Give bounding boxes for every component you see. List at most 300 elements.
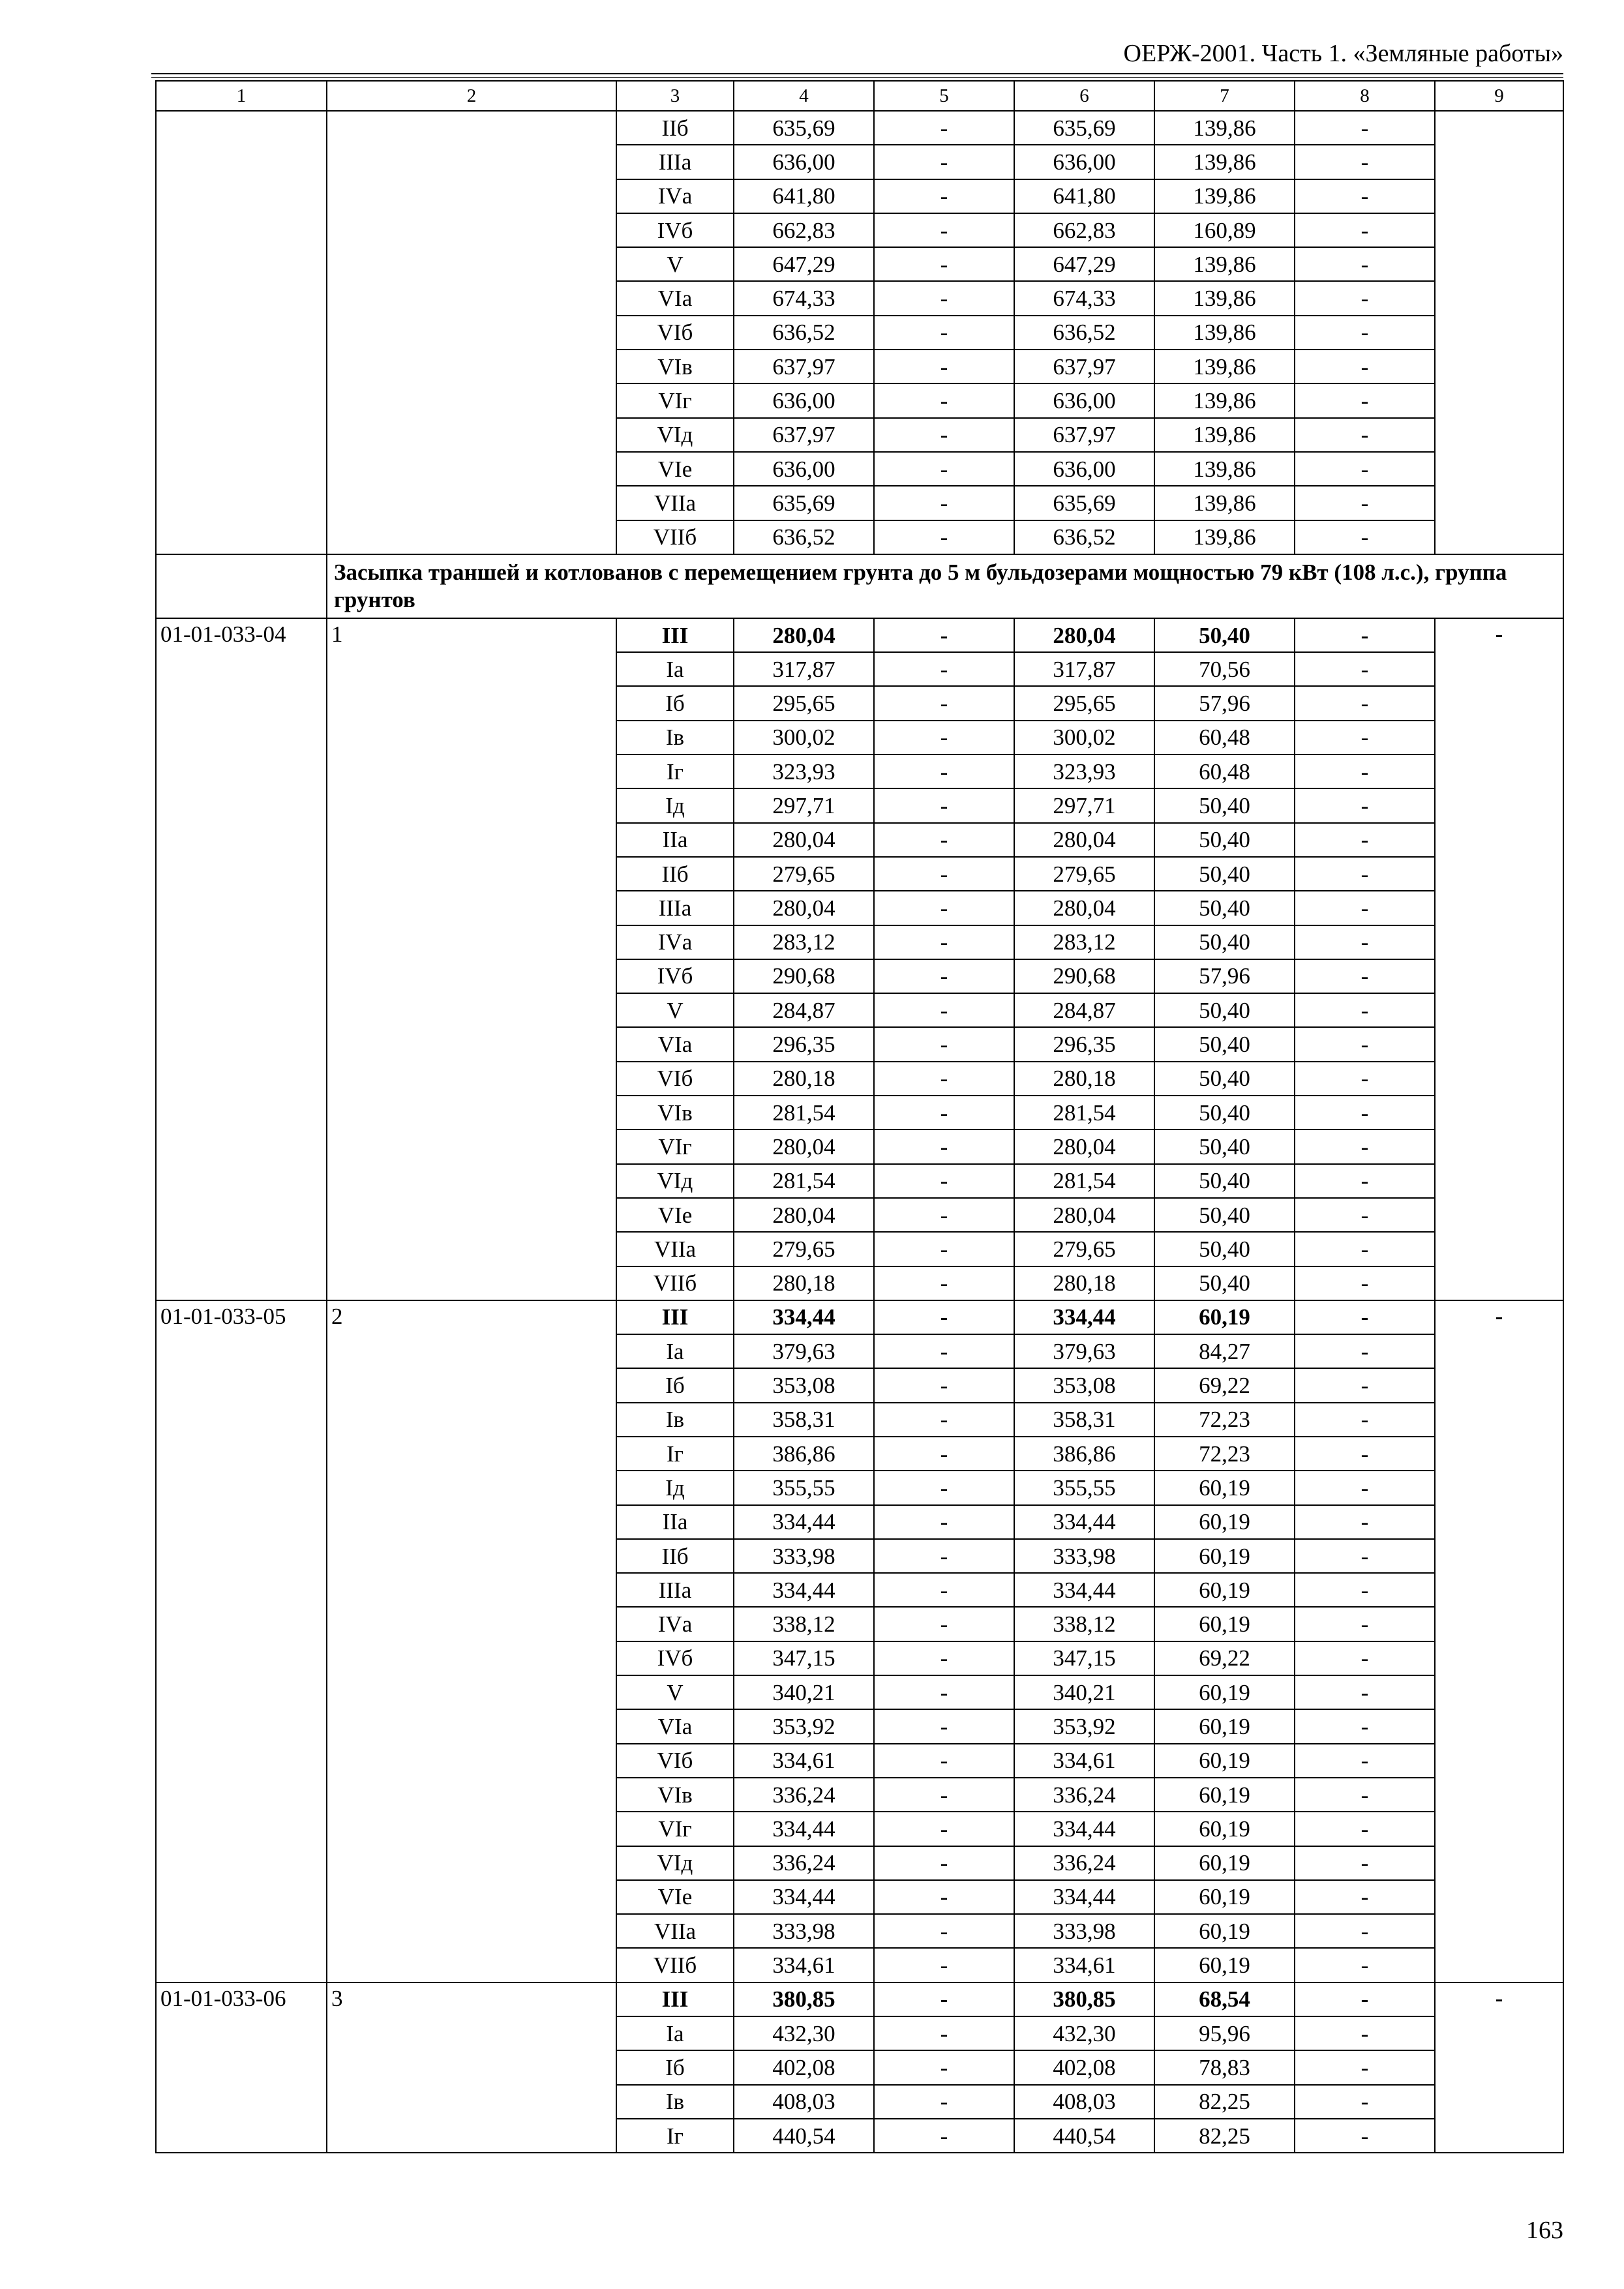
table-cell: - [1295,1744,1435,1778]
section-title: Засыпка траншей и котлованов с перемещением грунта до 5 м бульдозерами мощностью 79 кВт (108 л.с.), группа грунтов [327,554,1563,618]
table-cell: 160,89 [1154,213,1295,247]
table-cell: 402,08 [734,2050,874,2084]
table-cell: 95,96 [1154,2016,1295,2050]
table-cell: - [1295,788,1435,822]
table-cell: Iа [616,1334,734,1368]
table-cell: - [874,1607,1014,1641]
table-cell: 280,18 [1014,1266,1154,1300]
table-cell: VIа [616,281,734,315]
table-cell: 358,31 [1014,1403,1154,1437]
table-cell: - [1295,1982,1435,2016]
table-cell: - [874,721,1014,755]
table-cell: 57,96 [1154,959,1295,993]
table-cell: 347,15 [734,1641,874,1675]
table-cell: 69,22 [1154,1368,1295,1402]
table-cell: Iд [616,788,734,822]
table-cell: - [1295,1948,1435,1982]
table-cell: 60,19 [1154,1675,1295,1709]
table-cell: 317,87 [734,652,874,686]
table-cell: 338,12 [734,1607,874,1641]
table-cell: VIг [616,1812,734,1846]
column-number-cell: 3 [616,81,734,111]
section-code-empty [156,554,327,618]
table-cell: V [616,247,734,281]
table-cell: - [1295,2119,1435,2153]
table-cell: 647,29 [1014,247,1154,281]
table-cell: - [874,1812,1014,1846]
table-cell: VIIб [616,520,734,554]
table-cell: - [1295,925,1435,959]
table-cell: - [874,1096,1014,1130]
table-cell: - [874,1198,1014,1232]
table-cell: - [874,350,1014,383]
page-number: 163 [1526,2217,1563,2244]
col9-cell-empty [1435,111,1563,554]
norm-code: 01-01-033-04 [156,618,327,1300]
table-cell: 82,25 [1154,2119,1295,2153]
table-cell: 69,22 [1154,1641,1295,1675]
table-cell: III [616,1982,734,2016]
table-cell: - [1295,1709,1435,1743]
table-cell: 84,27 [1154,1334,1295,1368]
table-cell: 72,23 [1154,1403,1295,1437]
table-cell: - [874,857,1014,891]
table-cell: 280,04 [1014,1198,1154,1232]
table-cell: 279,65 [734,1232,874,1266]
table-cell: 57,96 [1154,686,1295,720]
table-cell: - [1295,1539,1435,1573]
table-cell: - [1295,179,1435,213]
table-cell: - [1295,1062,1435,1096]
table-cell: 290,68 [1014,959,1154,993]
table-cell: V [616,993,734,1027]
table-cell: 662,83 [1014,213,1154,247]
table-cell: - [1295,2085,1435,2119]
column-number-cell: 5 [874,81,1014,111]
table-cell: 60,19 [1154,1709,1295,1743]
table-cell: - [1295,213,1435,247]
column-number-cell: 7 [1154,81,1295,111]
table-cell: 290,68 [734,959,874,993]
table-cell: - [1295,418,1435,452]
table-cell: - [874,1266,1014,1300]
table-cell: 333,98 [1014,1539,1154,1573]
table-cell: - [1295,755,1435,788]
table-cell: - [874,179,1014,213]
table-cell: 279,65 [1014,1232,1154,1266]
table-cell: - [874,1471,1014,1504]
table-cell: IIIа [616,891,734,925]
column-number-cell: 1 [156,81,327,111]
table-cell: Iб [616,1368,734,1402]
table-cell: 336,24 [1014,1846,1154,1880]
table-cell: 334,61 [1014,1744,1154,1778]
table-cell: 279,65 [1014,857,1154,891]
table-cell: 280,04 [1014,618,1154,652]
table-cell: 635,69 [1014,111,1154,145]
table-cell: Iд [616,1471,734,1504]
table-cell: IVа [616,1607,734,1641]
table-cell: - [1295,891,1435,925]
table-cell: - [1295,1403,1435,1437]
table-cell: VIб [616,1062,734,1096]
table-cell: - [874,213,1014,247]
table-cell: 280,04 [1014,1130,1154,1163]
table-cell: 82,25 [1154,2085,1295,2119]
table-cell: 50,40 [1154,823,1295,857]
table-cell: III [616,1300,734,1334]
table-cell: 380,85 [734,1982,874,2016]
norm-number: 2 [327,1300,616,1982]
table-cell: - [874,652,1014,686]
table-cell: IIа [616,1505,734,1539]
table-cell: 297,71 [734,788,874,822]
table-cell: - [1295,1232,1435,1266]
table-cell: 635,69 [1014,486,1154,520]
table-cell: 408,03 [734,2085,874,2119]
col9-cell: - [1435,618,1563,1300]
table-cell: 139,86 [1154,145,1295,179]
code-cell-empty [156,111,327,554]
table-cell: 334,44 [1014,1300,1154,1334]
norm-number: 1 [327,618,616,1300]
table-cell: 50,40 [1154,925,1295,959]
table-cell: - [874,1778,1014,1812]
table-cell: 280,04 [734,1130,874,1163]
table-cell: - [1295,1641,1435,1675]
table-cell: III [616,618,734,652]
table-cell: 637,97 [734,418,874,452]
table-cell: - [874,1334,1014,1368]
table-cell: Iг [616,755,734,788]
table-cell: Iв [616,2085,734,2119]
table-cell: 338,12 [1014,1607,1154,1641]
table-cell: 340,21 [734,1675,874,1709]
table-cell: 139,86 [1154,520,1295,554]
table-cell: 60,19 [1154,1846,1295,1880]
header-rule-thin [151,77,1563,78]
table-cell: 334,44 [1014,1880,1154,1914]
table-cell: 334,44 [1014,1812,1154,1846]
table-cell: 139,86 [1154,179,1295,213]
table-cell: 50,40 [1154,618,1295,652]
table-cell: - [1295,383,1435,417]
table-cell: - [874,755,1014,788]
table-cell: 50,40 [1154,1130,1295,1163]
col9-cell: - [1435,1982,1563,2153]
column-number-cell: 4 [734,81,874,111]
table-cell: - [874,383,1014,417]
table-cell: 70,56 [1154,652,1295,686]
table-cell: - [874,1744,1014,1778]
table-cell: - [1295,1505,1435,1539]
table-cell: 78,83 [1154,2050,1295,2084]
table-cell: 281,54 [1014,1096,1154,1130]
table-cell: 334,44 [1014,1505,1154,1539]
table-cell: 408,03 [1014,2085,1154,2119]
table-cell: 50,40 [1154,788,1295,822]
table-cell: 333,98 [734,1539,874,1573]
table-cell: 60,19 [1154,1914,1295,1948]
table-cell: - [1295,1300,1435,1334]
table-cell: 60,19 [1154,1948,1295,1982]
table-cell: - [1295,1096,1435,1130]
num-cell-empty [327,111,616,554]
table-cell: 281,54 [734,1164,874,1198]
table-cell: 60,19 [1154,1778,1295,1812]
table-cell: - [874,2016,1014,2050]
table-cell: - [874,1573,1014,1607]
table-cell: 72,23 [1154,1437,1295,1471]
table-cell: 60,19 [1154,1812,1295,1846]
table-cell: IVа [616,925,734,959]
table-cell: 334,61 [1014,1948,1154,1982]
table-cell: 50,40 [1154,1266,1295,1300]
table-cell: - [874,1300,1014,1334]
table-cell: IIб [616,111,734,145]
col9-cell: - [1435,1300,1563,1982]
table-cell: Iа [616,2016,734,2050]
table-cell: 334,44 [734,1505,874,1539]
table-cell: - [1295,316,1435,350]
table-cell: - [1295,721,1435,755]
table-cell: 280,18 [734,1266,874,1300]
table-cell: Iб [616,2050,734,2084]
table-cell: 50,40 [1154,857,1295,891]
table-cell: 280,04 [734,618,874,652]
table-cell: 674,33 [1014,281,1154,315]
table-cell: 333,98 [734,1914,874,1948]
table-cell: 334,44 [734,1573,874,1607]
table-cell: - [1295,350,1435,383]
table-cell: 379,63 [1014,1334,1154,1368]
table-cell: Iв [616,721,734,755]
table-cell: 355,55 [734,1471,874,1504]
table-cell: 636,52 [1014,316,1154,350]
table-cell: - [1295,281,1435,315]
table-cell: 323,93 [734,755,874,788]
table-cell: 283,12 [734,925,874,959]
table-cell: 281,54 [734,1096,874,1130]
table-cell: 636,00 [734,145,874,179]
table-cell: 280,04 [734,823,874,857]
table-cell: VIг [616,1130,734,1163]
table-cell: IIб [616,857,734,891]
table-cell: 641,80 [734,179,874,213]
table-row [156,618,1563,652]
table-cell: 139,86 [1154,350,1295,383]
table-cell: VIд [616,418,734,452]
table-cell: - [874,281,1014,315]
table-cell: IVб [616,959,734,993]
table-cell: - [1295,452,1435,486]
table-cell: Iв [616,1403,734,1437]
table-cell: - [874,2050,1014,2084]
table-cell: VIа [616,1027,734,1061]
table-cell: 300,02 [1014,721,1154,755]
table-cell: - [1295,1334,1435,1368]
table-cell: - [874,1403,1014,1437]
table-cell: - [874,1709,1014,1743]
table-cell: 355,55 [1014,1471,1154,1504]
table-cell: - [1295,1778,1435,1812]
table-cell: 297,71 [1014,788,1154,822]
table-cell: 50,40 [1154,1062,1295,1096]
table-cell: 353,92 [734,1709,874,1743]
table-cell: 281,54 [1014,1164,1154,1198]
table-cell: 50,40 [1154,993,1295,1027]
table-cell: - [874,111,1014,145]
table-cell: - [1295,1471,1435,1504]
table-cell: 340,21 [1014,1675,1154,1709]
table-cell: 60,19 [1154,1744,1295,1778]
page-header-title: ОЕРЖ-2001. Часть 1. «Земляные работы» [1123,40,1563,67]
table-cell: - [874,1846,1014,1880]
table-cell: 60,48 [1154,721,1295,755]
table-cell: 284,87 [1014,993,1154,1027]
norm-number: 3 [327,1982,616,2153]
table-cell: 336,24 [734,1778,874,1812]
table-cell: - [1295,2050,1435,2084]
table-cell: - [874,452,1014,486]
table-cell: - [1295,1437,1435,1471]
table-cell: - [1295,686,1435,720]
table-cell: 334,61 [734,1948,874,1982]
table-row [156,111,1563,145]
table-cell: - [874,891,1014,925]
table-cell: - [874,788,1014,822]
table-cell: - [1295,486,1435,520]
table-cell: Iа [616,652,734,686]
table-cell: 353,08 [1014,1368,1154,1402]
table-cell: 334,44 [734,1880,874,1914]
table-cell: 300,02 [734,721,874,755]
table-cell: 440,54 [1014,2119,1154,2153]
column-number-cell: 2 [327,81,616,111]
table-cell: IIа [616,823,734,857]
table-cell: 386,86 [1014,1437,1154,1471]
table-cell: 636,52 [734,520,874,554]
table-cell: V [616,1675,734,1709]
table-cell: 139,86 [1154,452,1295,486]
table-cell: 662,83 [734,213,874,247]
table-cell: 353,92 [1014,1709,1154,1743]
table-cell: IIIа [616,1573,734,1607]
table-cell: 353,08 [734,1368,874,1402]
table-cell: - [874,686,1014,720]
table-cell: 358,31 [734,1403,874,1437]
table-cell: 139,86 [1154,486,1295,520]
table-cell: 284,87 [734,993,874,1027]
table-cell: - [1295,1607,1435,1641]
table-cell: 60,19 [1154,1471,1295,1504]
table-cell: IVб [616,213,734,247]
table-cell: IVб [616,1641,734,1675]
table-cell: VIв [616,1096,734,1130]
table-row [156,1982,1563,2016]
table-cell: 637,97 [1014,418,1154,452]
table-cell: - [874,1539,1014,1573]
table-cell: - [874,1130,1014,1163]
table-cell: 432,30 [734,2016,874,2050]
table-cell: VIIа [616,486,734,520]
table-cell: VIIб [616,1948,734,1982]
table-cell: 60,19 [1154,1573,1295,1607]
table-cell: 334,61 [734,1744,874,1778]
table-cell: 295,65 [734,686,874,720]
table-cell: 636,52 [1014,520,1154,554]
table-cell: 674,33 [734,281,874,315]
table-cell: Iг [616,1437,734,1471]
table-cell: VIб [616,316,734,350]
table-cell: - [1295,520,1435,554]
table-cell: - [874,2119,1014,2153]
table-cell: VIе [616,1198,734,1232]
table-cell: - [874,993,1014,1027]
table-cell: - [874,925,1014,959]
table-cell: VIе [616,452,734,486]
table-cell: - [1295,1198,1435,1232]
column-number-row [156,81,1563,111]
table-cell: 636,00 [1014,383,1154,417]
table-cell: 635,69 [734,486,874,520]
table-cell: - [874,247,1014,281]
table-cell: - [1295,1675,1435,1709]
table-cell: - [874,823,1014,857]
table-cell: 637,97 [734,350,874,383]
table-cell: 336,24 [1014,1778,1154,1812]
header-rule [151,73,1563,74]
table-cell: - [874,1437,1014,1471]
table-cell: - [1295,823,1435,857]
table-cell: 295,65 [1014,686,1154,720]
table-cell: - [1295,1573,1435,1607]
table-cell: VIг [616,383,734,417]
table-cell: - [874,1062,1014,1096]
table-cell: IIб [616,1539,734,1573]
table-cell: 334,44 [1014,1573,1154,1607]
table-cell: 50,40 [1154,891,1295,925]
table-cell: 386,86 [734,1437,874,1471]
table-cell: - [874,1368,1014,1402]
table-cell: 647,29 [734,247,874,281]
table-cell: 60,19 [1154,1539,1295,1573]
table-cell: 50,40 [1154,1198,1295,1232]
table-cell: VIв [616,350,734,383]
table-cell: - [874,1982,1014,2016]
table-cell: VIIа [616,1232,734,1266]
table-cell: VIIб [616,1266,734,1300]
table-cell: 636,00 [734,383,874,417]
table-cell: - [874,1164,1014,1198]
table-cell: - [874,486,1014,520]
table-cell: VIIа [616,1914,734,1948]
table-cell: VIд [616,1846,734,1880]
table-cell: 432,30 [1014,2016,1154,2050]
table-cell: VIд [616,1164,734,1198]
table-cell: 139,86 [1154,247,1295,281]
table-cell: - [1295,145,1435,179]
table-cell: - [1295,993,1435,1027]
table-cell: 641,80 [1014,179,1154,213]
table-cell: - [874,618,1014,652]
table-cell: 50,40 [1154,1232,1295,1266]
table-cell: - [1295,2016,1435,2050]
table-cell: Iг [616,2119,734,2153]
table-cell: Iб [616,686,734,720]
table-cell: - [1295,652,1435,686]
table-cell: VIб [616,1744,734,1778]
